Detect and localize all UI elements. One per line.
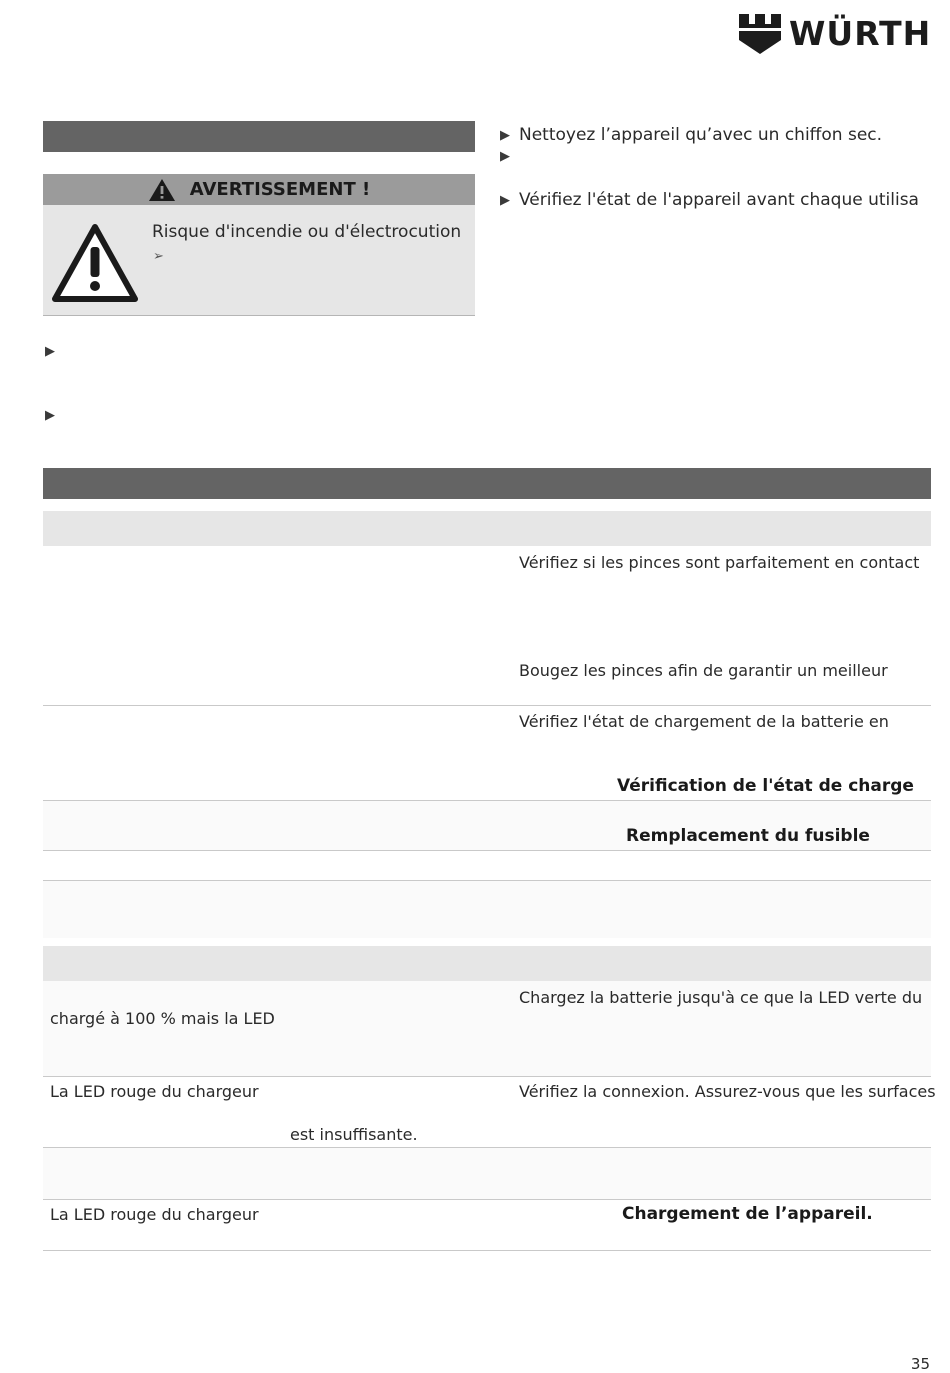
solution-text: Vérifiez si les pinces sont parfaitement en contact	[519, 553, 920, 572]
warning-small-icon	[148, 178, 176, 202]
wurth-logo	[739, 12, 934, 56]
left-bullet-icon-2: ▶	[45, 408, 55, 423]
wurth-logo-icon	[739, 12, 781, 56]
left-bullet-icon-1: ▶	[45, 344, 55, 359]
table-header-row-2	[43, 946, 931, 981]
right-bullet-text-3: Vérifiez l'état de l'appareil avant chaque utilisa	[519, 190, 919, 210]
table-row	[43, 881, 931, 938]
warning-title: AVERTISSEMENT !	[189, 179, 371, 200]
solution-text: Vérifiez l'état de chargement de la batterie en	[519, 712, 889, 731]
solution-text: Vérifiez la connexion. Assurez-vous que les surfaces	[519, 1082, 936, 1101]
warning-body	[43, 205, 475, 316]
right-bullet-text-1: Nettoyez l’appareil qu’avec un chiffon sec.	[519, 125, 883, 145]
solution-text: Bougez les pinces afin de garantir un meilleur	[519, 661, 888, 680]
brand-name: WÜRTH	[789, 14, 932, 53]
problem-text: La LED rouge du chargeur	[50, 1082, 259, 1101]
right-bullet-icon-1: ▶	[500, 128, 510, 143]
right-bullet-icon-2: ▶	[500, 149, 510, 164]
warning-large-icon	[51, 223, 139, 303]
right-bullet-icon-3: ▶	[500, 193, 510, 208]
warning-sub-arrow-icon: ➢	[153, 249, 164, 264]
table-row	[43, 851, 931, 881]
cause-text: est insuffisante.	[290, 1125, 418, 1144]
problem-text: chargé à 100 % mais la LED	[50, 1009, 275, 1028]
warning-header	[43, 174, 475, 205]
solution-link-bold: Vérification de l'état de charge	[617, 776, 914, 796]
page-number: 35	[910, 1355, 930, 1373]
table-header-row-1	[43, 511, 931, 546]
table-row	[43, 1148, 931, 1200]
section-header-bar	[43, 121, 475, 152]
problem-text: La LED rouge du chargeur	[50, 1205, 259, 1224]
troubleshooting-header-bar	[43, 468, 931, 499]
solution-text: Chargez la batterie jusqu'à ce que la LED verte du	[519, 988, 923, 1007]
warning-text: Risque d'incendie ou d'électrocution	[152, 222, 462, 242]
solution-link-bold: Chargement de l’appareil.	[622, 1204, 873, 1224]
solution-link-bold: Remplacement du fusible	[626, 826, 870, 846]
